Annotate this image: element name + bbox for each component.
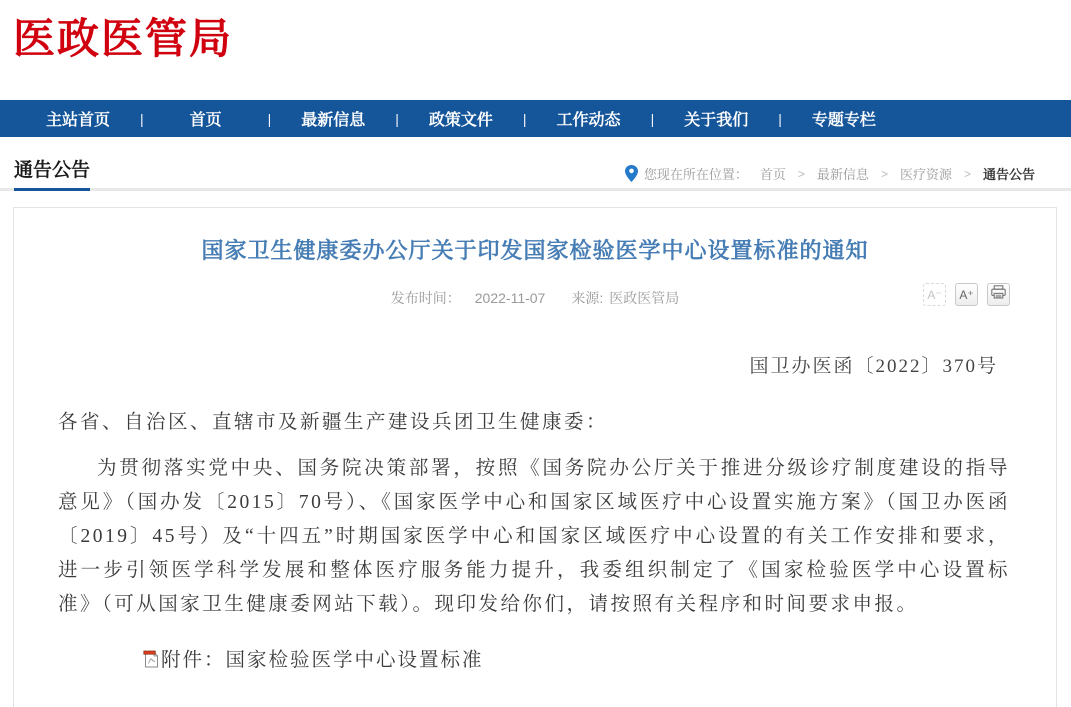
breadcrumb	[625, 164, 1041, 183]
main-paragraph: 为贯彻落实党中央、国务院决策部署，按照《国务院办公厅关于推进分级诊疗制度建设的指导意见》（国办发〔2015〕70号）、《国家医学中心和国家区域医疗中心设置实施方案》（国卫办医函〔2019〕45号）及“十四五”时期国家医学中心和国家区域医疗中心设置的有关工作安排和要求，进一步引领医学科学发展和整体医疗服务能力提升，我委组织制定了《国家检验医学中心设置标准》（可从国家卫生健康委网站下载）。现印发给你们，请按照有关程序和时间要求申报。	[58, 458, 1010, 615]
nav-item-about-us[interactable]: 关于我们	[684, 112, 749, 129]
article-title: 国家卫生健康委办公厅关于印发国家检验医学中心设置标准的通知	[201, 238, 869, 263]
site-logo: 医政医管局	[13, 15, 234, 62]
source-label: 来源:	[571, 290, 604, 306]
breadcrumb-divider	[0, 188, 1071, 191]
article-meta	[14, 287, 1056, 309]
document-number: 国卫办医函〔2022〕370号	[749, 356, 998, 377]
attachment-file-icon	[143, 649, 160, 668]
printer-icon	[991, 285, 1006, 305]
nav-separator: |	[778, 110, 782, 127]
breadcrumb-separator: >	[963, 166, 971, 181]
breadcrumb-home[interactable]: 首页	[759, 167, 786, 182]
font-decrease-button[interactable]: A⁻	[923, 283, 946, 306]
location-label: 您现在所在位置：	[643, 167, 748, 182]
print-button[interactable]	[987, 283, 1010, 306]
font-tools	[923, 283, 1010, 306]
breadcrumb-row	[0, 151, 1071, 191]
nav-separator: |	[140, 110, 144, 127]
breadcrumb-medical-resources[interactable]: 医疗资源	[899, 167, 952, 182]
site-header	[0, 0, 1071, 100]
section-title: 通告公告	[14, 161, 90, 191]
nav-item-policy-documents[interactable]: 政策文件	[428, 112, 493, 129]
salutation-paragraph: 各省、自治区、直辖市及新疆生产建设兵团卫生健康委：	[58, 412, 609, 433]
nav-separator: |	[522, 110, 527, 127]
document-body	[14, 406, 1056, 672]
nav-item-special-topics[interactable]: 专题专栏	[811, 112, 876, 129]
article-container	[13, 207, 1057, 707]
nav-separator: |	[267, 110, 272, 127]
breadcrumb-latest-news[interactable]: 最新信息	[816, 167, 869, 182]
attachment-label: 附件：	[161, 650, 226, 671]
breadcrumb-separator: >	[797, 166, 805, 181]
nav-separator: |	[650, 110, 655, 127]
publish-time-value: 2022-11-07	[474, 290, 546, 306]
article-meta-row	[14, 287, 1056, 313]
main-nav	[0, 100, 1071, 137]
attachment-row	[58, 644, 1010, 672]
nav-item-work-updates[interactable]: 工作动态	[556, 112, 621, 129]
nav-item-home[interactable]: 首页	[189, 112, 222, 129]
nav-item-main-home[interactable]: 主站首页	[45, 112, 110, 129]
breadcrumb-current: 通告公告	[982, 167, 1035, 182]
publish-time-label: 发布时间：	[390, 290, 461, 306]
nav-item-latest-news[interactable]: 最新信息	[301, 112, 366, 129]
source-value: 医政医管局	[609, 290, 680, 306]
attachment-link[interactable]: 国家检验医学中心设置标准	[225, 650, 484, 671]
location-pin-icon	[625, 165, 638, 182]
nav-separator: |	[395, 110, 399, 127]
breadcrumb-separator: >	[880, 166, 888, 181]
font-increase-button[interactable]: A⁺	[955, 283, 978, 306]
